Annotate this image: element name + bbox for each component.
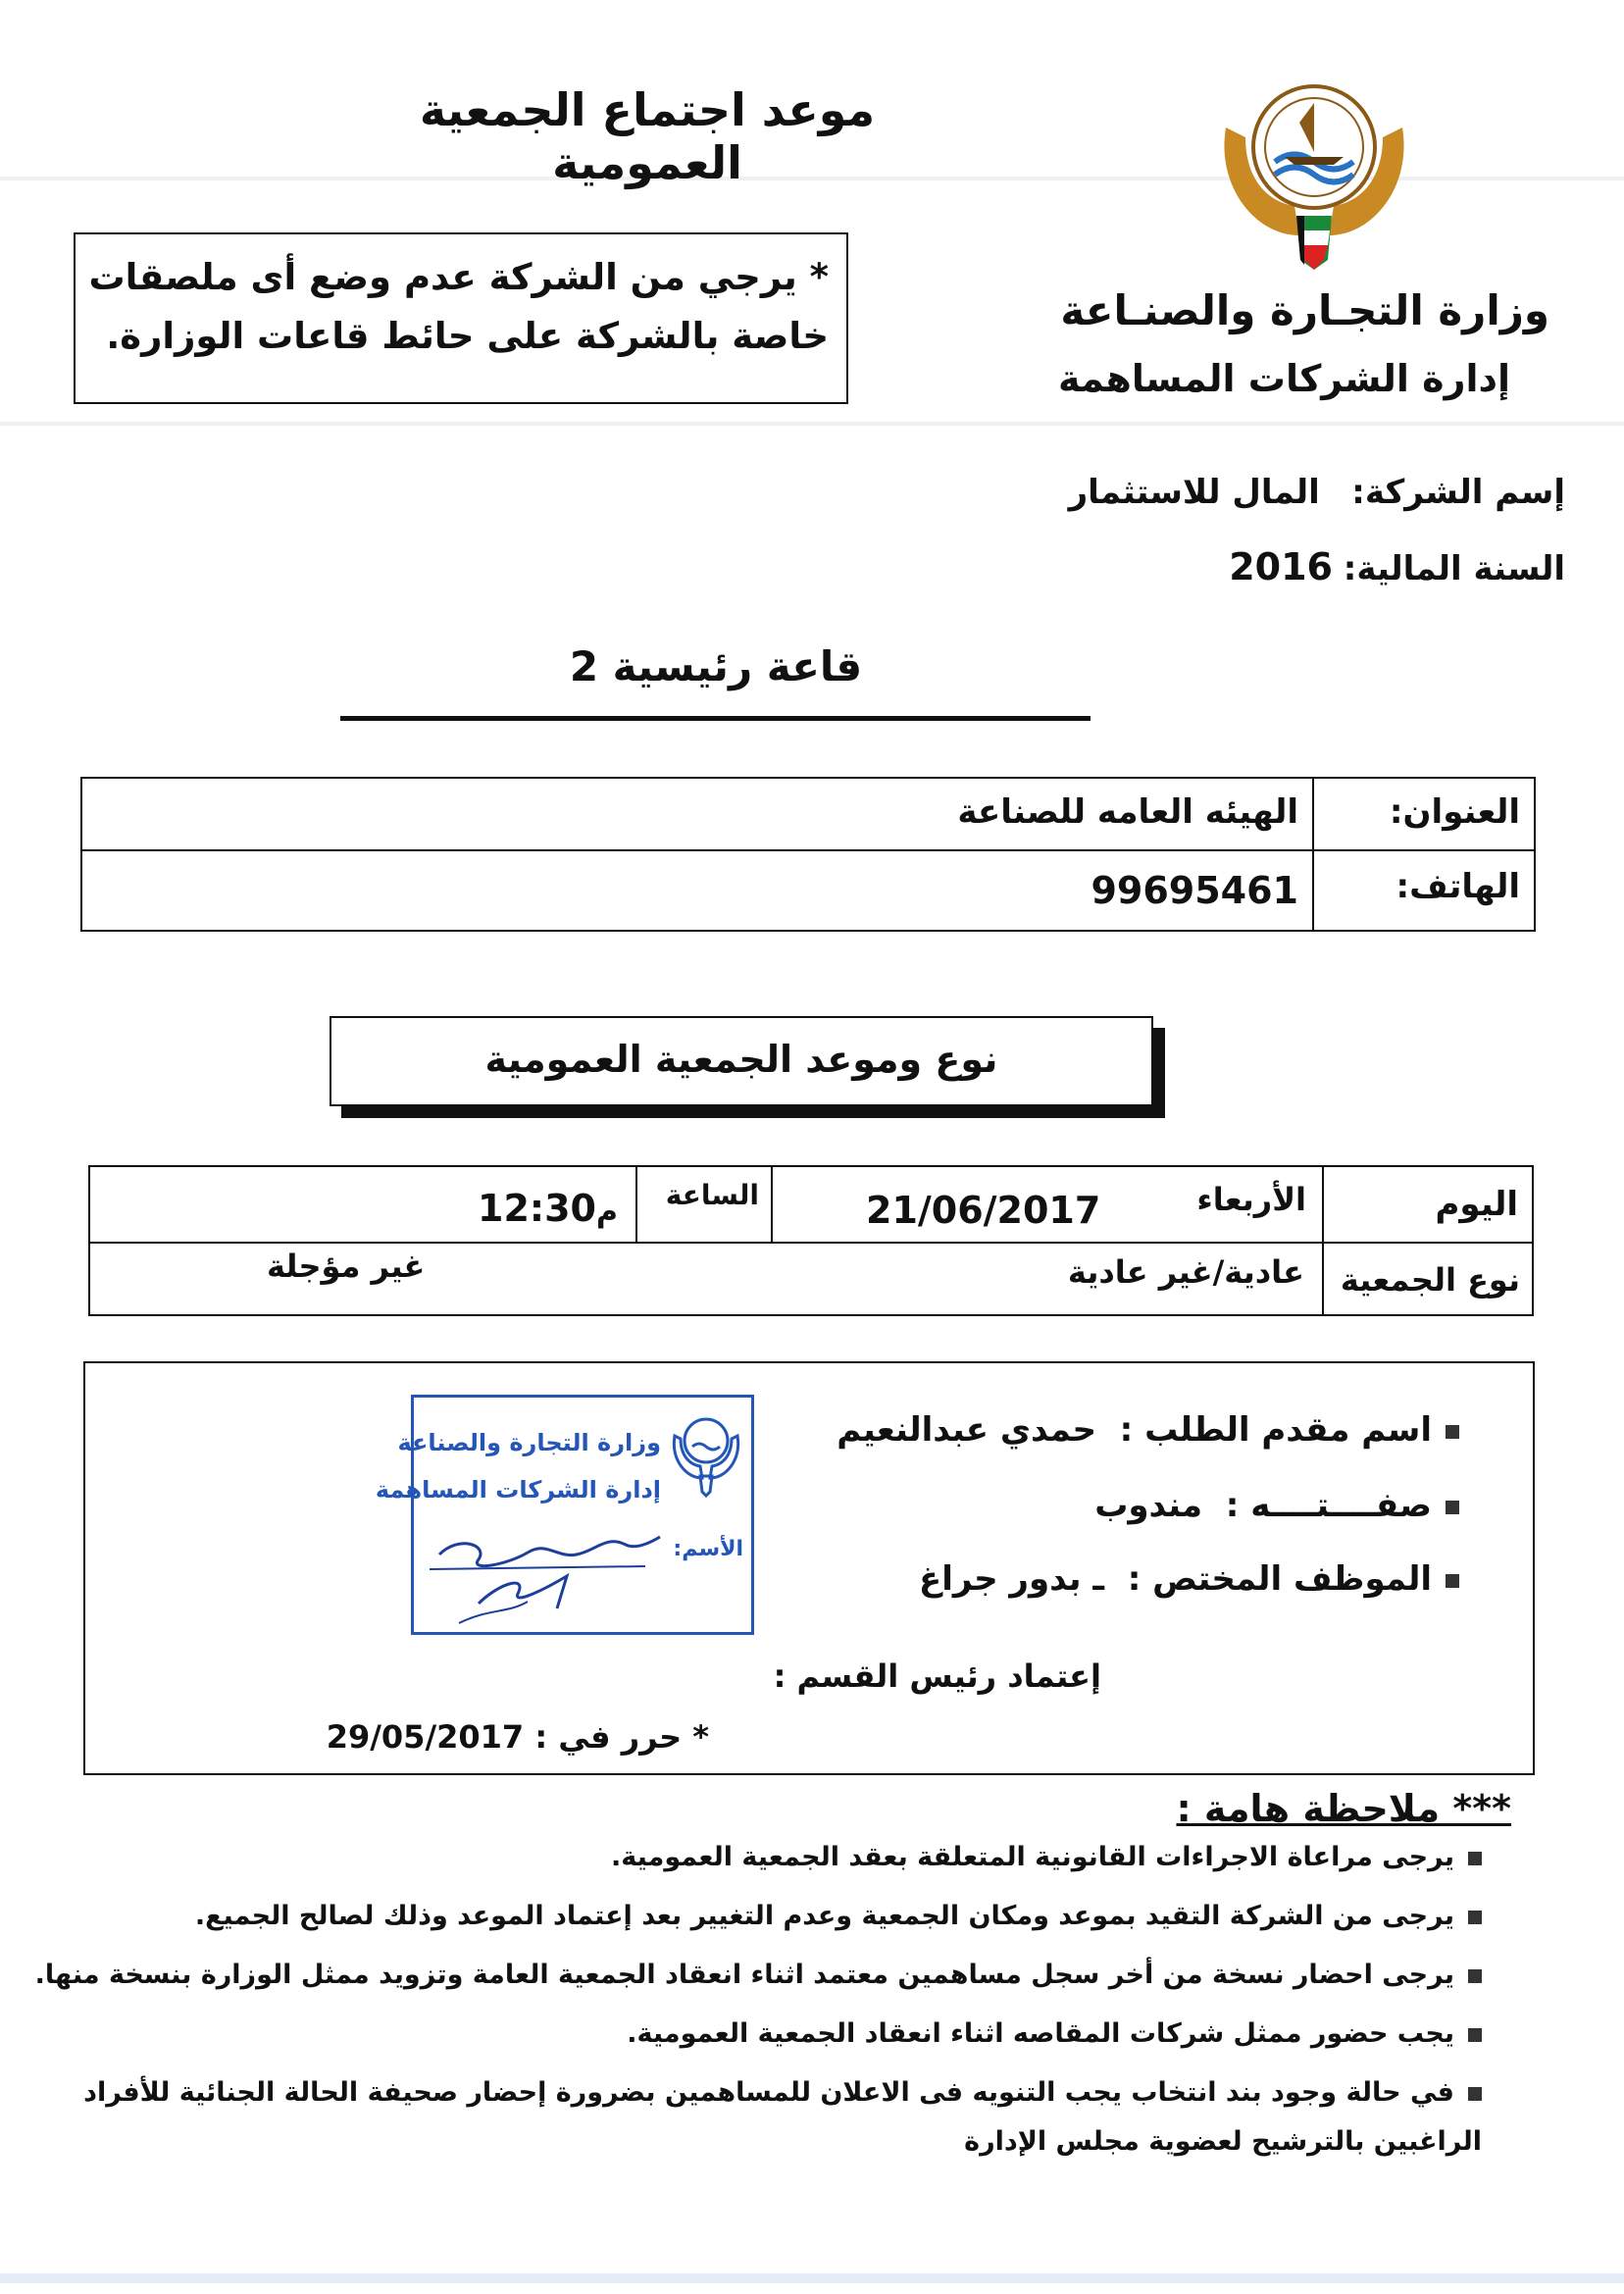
approval-label: إعتماد رئيس القسم :: [773, 1657, 1101, 1695]
company-name-value: المال للاستثمار: [1068, 473, 1320, 512]
note-item: [83, 2077, 1482, 2108]
day-label-cell: [1322, 1165, 1534, 1244]
ministry-stamp: [375, 1395, 754, 1635]
bullet-icon: [1468, 1969, 1482, 1983]
company-name-row: [1069, 473, 1565, 512]
bullet-icon: [1468, 2087, 1482, 2101]
scan-artifact: [0, 2273, 1624, 2283]
department-name: إدارة الشركات المساهمة: [1057, 357, 1510, 400]
time-row: [478, 1187, 618, 1230]
type-value: عادية/غير عادية: [1067, 1253, 1304, 1291]
applicant-name-value: حمدي عبدالنعيم: [837, 1410, 1096, 1450]
time-label: الساعة: [665, 1179, 759, 1211]
stamp-line-1: وزارة التجارة والصناعة: [397, 1429, 661, 1456]
officer-row: [919, 1559, 1459, 1599]
fiscal-year-value: 2016: [1229, 545, 1333, 588]
stamp-name-label: الأسم:: [673, 1537, 743, 1561]
company-name-label: إسم الشركة:: [1351, 473, 1565, 512]
applicant-role-row: [1094, 1486, 1459, 1525]
bullet-icon: [1468, 1911, 1482, 1924]
time-label-cell: [635, 1165, 773, 1244]
notes-heading: *** ملاحظة هامة :: [1176, 1787, 1511, 1830]
page-title: موعد اجتماع الجمعية العمومية: [419, 83, 876, 189]
time-value-cell: [88, 1165, 637, 1244]
issued-row: [327, 1718, 709, 1756]
time-suffix: م: [596, 1195, 618, 1229]
date-cell: [771, 1165, 1324, 1244]
hall-underline: [340, 716, 1091, 721]
meeting-header-box: [330, 1016, 1153, 1106]
note-item: [35, 1960, 1482, 1990]
ministry-name: وزارة التجـارة والصنـاعة: [1060, 286, 1549, 334]
notice-box: [74, 232, 848, 404]
issued-value: 29/05/2017: [326, 1718, 525, 1756]
applicant-role-value: مندوب: [1094, 1486, 1203, 1525]
officer-label: الموظف المختص :: [1127, 1559, 1432, 1599]
date-value: 21/06/2017: [866, 1189, 1101, 1232]
bullet-icon: [1468, 1852, 1482, 1865]
note-text: يجب حضور ممثل شركات المقاصه اثناء انعقاد الجمعية العمومية.: [627, 2018, 1454, 2049]
kuwait-emblem-icon: [1206, 69, 1422, 284]
bullet-icon: [1446, 1425, 1459, 1439]
address-value-cell: [80, 777, 1314, 851]
note-text: في حالة وجود بند انتخاب يجب التنويه فى الاعلان للمساهمين بضرورة إحضار صحيفة الحالة الجنائية للأفراد: [83, 2077, 1454, 2108]
notice-line-2: خاصة بالشركة على حائط قاعات الوزارة.: [106, 315, 829, 357]
applicant-role-label: صفــــتــــه :: [1225, 1486, 1432, 1525]
stamp-line-2: إدارة الشركات المساهمة: [375, 1476, 661, 1504]
time-value: 12:30: [478, 1187, 596, 1230]
note-item-continued: [964, 2126, 1482, 2157]
applicant-box: [83, 1361, 1535, 1775]
stamp-emblem-icon: [667, 1411, 745, 1500]
note-text: يرجى احضار نسخة من أخر سجل مساهمين معتمد اثناء انعقاد الجمعية العامة وتزويد ممثل الوزارة بنسخة منها.: [34, 1960, 1454, 1990]
bullet-icon: [1446, 1501, 1459, 1514]
day-value: الأربعاء: [1196, 1181, 1306, 1218]
note-text: يرجى من الشركة التقيد بموعد ومكان الجمعية وعدم التغيير بعد إعتماد الموعد وذلك لصالح الجميع.: [194, 1901, 1454, 1931]
bullet-icon: [1446, 1574, 1459, 1588]
postponed-status: غير مؤجلة: [267, 1248, 426, 1285]
note-text: الراغبين بالترشيح لعضوية مجلس الإدارة: [964, 2126, 1482, 2157]
type-value-cell: [88, 1242, 1324, 1316]
phone-value: 99695461: [1091, 869, 1298, 912]
applicant-name-row: [837, 1410, 1459, 1450]
issued-label: * حرر في :: [534, 1718, 709, 1756]
address-value: الهيئه العامه للصناعة: [957, 792, 1298, 832]
applicant-name-label: اسم مقدم الطلب :: [1119, 1410, 1432, 1450]
note-text: يرجى مراعاة الاجراءات القانونية المتعلقة بعقد الجمعية العمومية.: [610, 1842, 1454, 1872]
note-item: [627, 2018, 1482, 2049]
type-label-cell: [1322, 1242, 1534, 1316]
type-label: نوع الجمعية: [1340, 1261, 1520, 1299]
phone-label-cell: [1312, 849, 1536, 932]
fiscal-year-row: [1229, 545, 1565, 588]
notice-line-1: * يرجي من الشركة عدم وضع أى ملصقات: [88, 256, 829, 298]
address-label: العنوان:: [1389, 792, 1520, 832]
signature-icon: [420, 1515, 675, 1628]
note-item: [195, 1901, 1482, 1931]
address-label-cell: [1312, 777, 1536, 851]
fiscal-year-label: السنة المالية:: [1343, 549, 1565, 588]
note-item: [611, 1842, 1482, 1872]
phone-value-cell: [80, 849, 1314, 932]
meeting-header: نوع وموعد الجمعية العمومية: [484, 1038, 998, 1081]
scan-artifact: [0, 422, 1624, 426]
phone-label: الهاتف:: [1396, 867, 1520, 906]
hall-name: قاعة رئيسية 2: [569, 642, 863, 690]
bullet-icon: [1468, 2028, 1482, 2042]
officer-value: ـ بدور جراغ: [919, 1559, 1104, 1599]
day-label: اليوم: [1435, 1185, 1518, 1224]
